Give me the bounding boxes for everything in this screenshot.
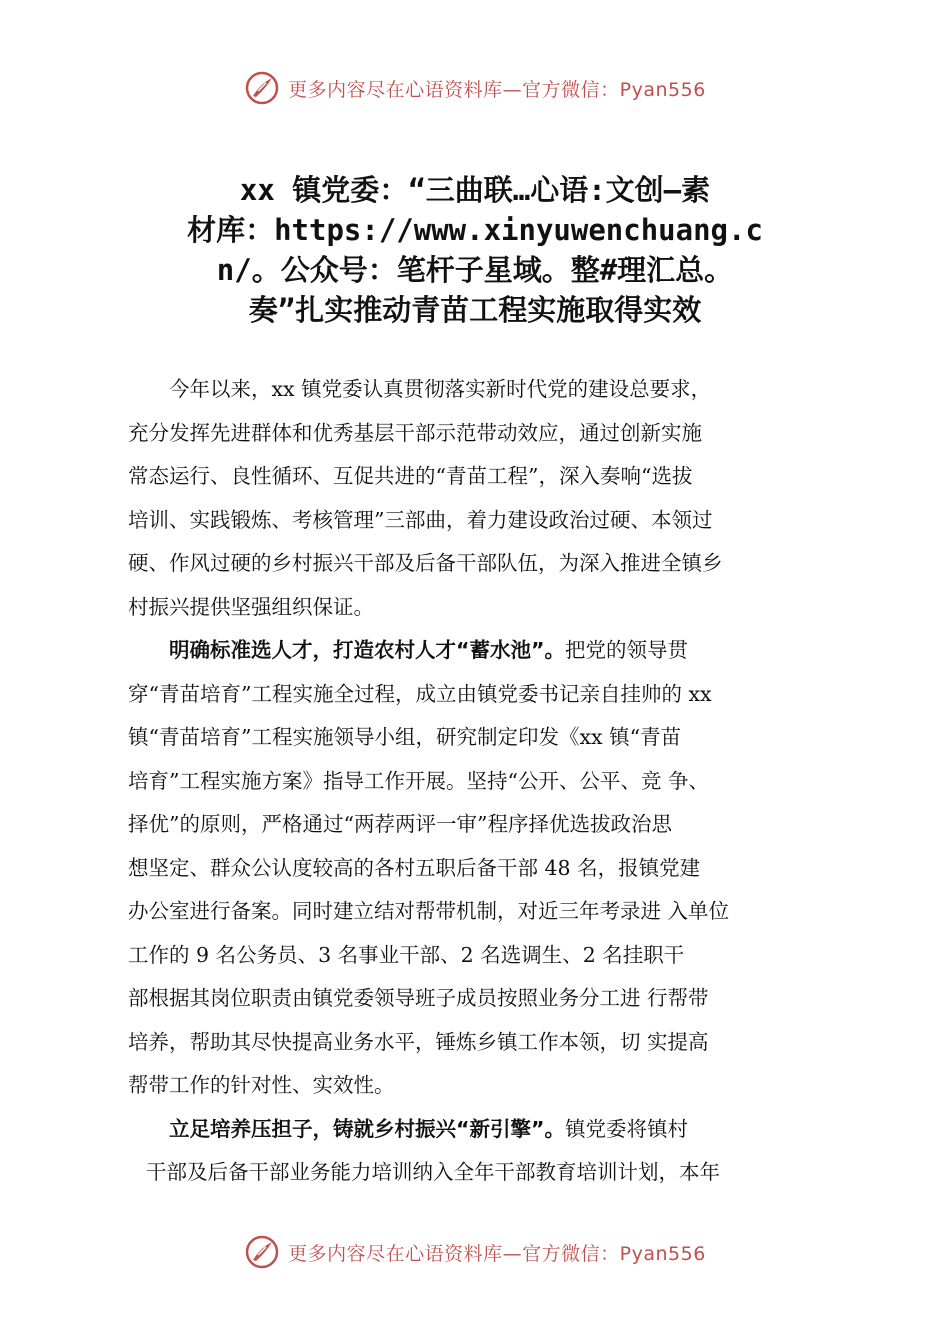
text-line: 想坚定、群众公认度较高的各村五职后备干部 48 名，报镇党建	[128, 855, 701, 880]
header-watermark	[0, 70, 950, 106]
paragraph-selection	[128, 629, 840, 1108]
text-line: 办公室进行备案。同时建立结对帮带机制，对近三年考录进 入单位	[128, 899, 730, 923]
section-heading: 明确标准选人才，打造农村人才“蓄水池”。	[169, 638, 565, 662]
text-line: 干部及后备干部业务能力培训纳入全年干部教育培训计划，本年	[146, 1160, 720, 1184]
title-line: 材库：https://www.xinyuwenchuang.c	[187, 213, 763, 247]
footer-watermark	[0, 1234, 950, 1270]
text-line: 镇“青苗培育”工程实施领导小组，研究制定印发《xx 镇“青苗	[128, 725, 682, 749]
text-line: 今年以来，xx 镇党委认真贯彻落实新时代党的建设总要求，	[169, 377, 712, 401]
text-line: 培训、实践锻炼、考核管理”三部曲，着力建设政治过硬、本领过	[128, 507, 713, 532]
text-line: 充分发挥先进群体和优秀基层干部示范带动效应，通过创新实施	[128, 420, 702, 445]
document-body	[128, 368, 840, 1195]
paragraph-intro	[128, 368, 840, 629]
text-line: 穿“青苗培育”工程实施全过程，成立由镇党委书记亲自挂帅的 xx	[128, 681, 712, 706]
section-heading: 立足培养压担子，铸就乡村振兴“新引擎”。	[169, 1116, 565, 1141]
watermark-text: 更多内容尽在心语资料库—官方微信：Pyan556	[288, 1242, 706, 1265]
title-line: 奏”扎实推动青苗工程实施取得实效	[248, 293, 702, 327]
title-line: xx 镇党委：“三曲联…心语:文创—素	[239, 173, 711, 207]
text-line: 常态运行、良性循环、互促共进的“青苗工程”，深入奏响“选拔	[128, 464, 693, 488]
text-run: 镇党委将镇村	[564, 1116, 688, 1141]
text-line: 村振兴提供坚强组织保证。	[128, 594, 374, 619]
title-line: n/。公众号：笔杆子星域。整#理汇总。	[216, 253, 734, 287]
text-line	[128, 1108, 840, 1152]
quill-logo-icon	[244, 70, 280, 106]
text-line: 部根据其岗位职责由镇党委领导班子成员按照业务分工进 行帮带	[128, 986, 709, 1010]
text-line: 择优”的原则，严格通过“两荐两评一审”程序择优选拔政治思	[128, 812, 672, 836]
text-line: 培育”工程实施方案》指导工作开展。坚持“公开、公平、竞 争、	[128, 768, 709, 793]
quill-logo-icon	[244, 1234, 280, 1270]
text-line: 帮带工作的针对性、实效性。	[128, 1073, 395, 1097]
text-line: 培养，帮助其尽快提高业务水平，锤炼乡镇工作本领，切 实提高	[128, 1029, 709, 1054]
text-line: 工作的 9 名公务员、3 名事业干部、2 名选调生、2 名挂职干	[128, 942, 685, 967]
watermark-text: 更多内容尽在心语资料库—官方微信：Pyan556	[288, 78, 706, 101]
paragraph-training	[128, 1108, 840, 1195]
text-run: 把党的领导贯	[564, 638, 688, 662]
text-line: 硬、作风过硬的乡村振兴干部及后备干部队伍，为深入推进全镇乡	[128, 551, 723, 575]
text-line	[128, 629, 840, 673]
page-title	[120, 170, 830, 330]
